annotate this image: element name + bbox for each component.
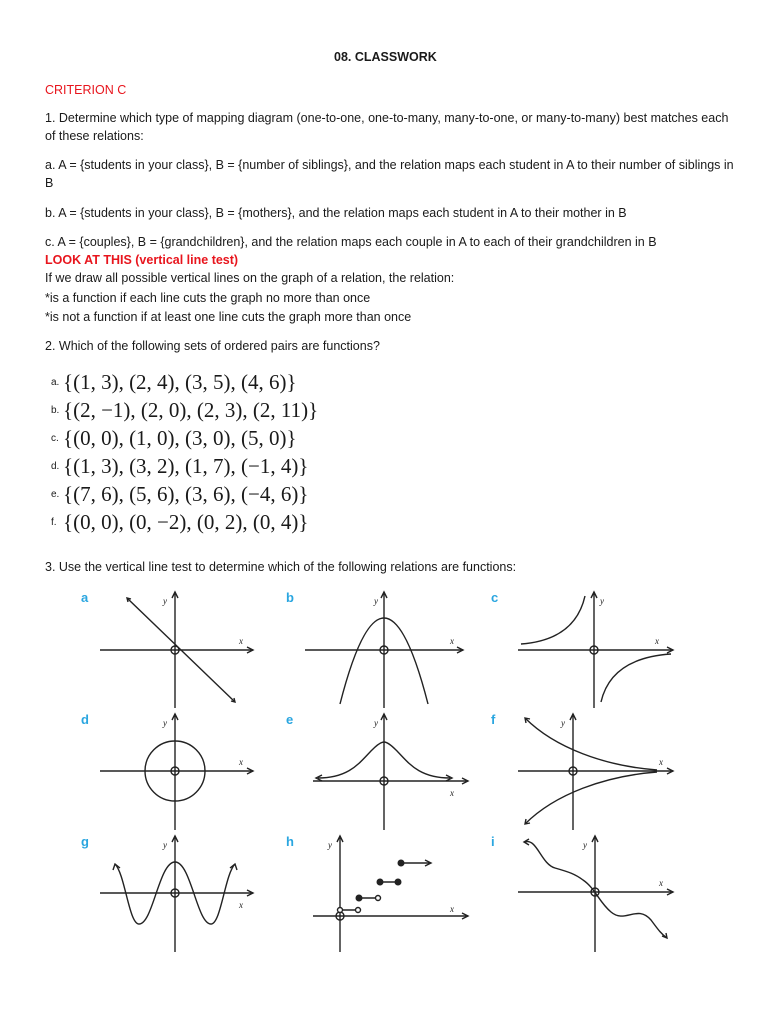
ordered-pair-set <box>51 509 308 535</box>
graph-label-b: b <box>286 590 294 605</box>
axis-label-x: x <box>655 636 659 646</box>
axis-label-x: x <box>659 878 663 888</box>
q2-prompt: 2. Which of the following sets of ordered pairs are functions? <box>45 339 380 353</box>
axis-label-x: x <box>450 904 454 914</box>
note-line-3: *is not a function if at least one line cuts the graph more than once <box>45 310 412 324</box>
q1-part-c: c. A = {couples}, B = {grandchildren}, and the relation maps each couple in A to each of their grandchildren in B <box>45 235 657 249</box>
graph-label-c: c <box>491 590 499 605</box>
graph-label-e: e <box>286 712 294 727</box>
axis-label-x: x <box>239 900 243 910</box>
graph-label-g: g <box>81 834 89 849</box>
note-line-1: If we draw all possible vertical lines on the graph of a relation, the relation: <box>45 271 455 285</box>
set-expression: {(1, 3), (3, 2), (1, 7), (−1, 4)} <box>63 453 309 478</box>
graph-label-d: d <box>81 712 89 727</box>
set-letter: e. <box>51 488 60 500</box>
set-letter: d. <box>51 460 60 472</box>
ordered-pair-set <box>51 397 318 423</box>
set-expression: {(0, 0), (0, −2), (0, 2), (0, 4)} <box>63 509 309 534</box>
axis-label-x: x <box>239 757 243 767</box>
graph-f-sideways-curve <box>515 712 675 832</box>
set-letter: b. <box>51 404 60 416</box>
axis-label-y: y <box>374 596 378 606</box>
graph-label-h: h <box>286 834 294 849</box>
graph-label-a: a <box>81 590 89 605</box>
graph-a-line <box>95 590 255 710</box>
q3-prompt: 3. Use the vertical line test to determine which of the following relations are functions: <box>45 560 517 574</box>
q1-part-b: b. A = {students in your class}, B = {mothers}, and the relation maps each student in A to their mother in B <box>45 206 627 220</box>
ordered-pair-set <box>51 453 308 479</box>
graph-e-bell-curve <box>310 712 470 832</box>
axis-label-y: y <box>163 840 167 850</box>
axis-label-x: x <box>239 636 243 646</box>
axis-label-x: x <box>450 636 454 646</box>
graph-b-parabola <box>300 590 465 710</box>
axis-label-x: x <box>450 788 454 798</box>
note-line-2: *is a function if each line cuts the graph no more than once <box>45 291 371 305</box>
axis-label-x: x <box>659 757 663 767</box>
graph-h-step-function <box>310 834 470 954</box>
graph-i-wavy-decreasing <box>515 834 675 954</box>
graph-d-circle <box>95 712 255 832</box>
set-letter: f. <box>51 516 57 528</box>
axis-label-y: y <box>561 718 565 728</box>
axis-label-y: y <box>374 718 378 728</box>
axis-label-y: y <box>328 840 332 850</box>
set-expression: {(1, 3), (2, 4), (3, 5), (4, 6)} <box>63 369 297 394</box>
set-expression: {(2, −1), (2, 0), (2, 3), (2, 11)} <box>63 397 319 422</box>
set-expression: {(0, 0), (1, 0), (3, 0), (5, 0)} <box>63 425 297 450</box>
axis-label-y: y <box>600 596 604 606</box>
graph-label-i: i <box>491 834 495 849</box>
q1-part-a: a. A = {students in your class}, B = {number of siblings}, and the relation maps each student in A to their number of siblings in B <box>45 158 734 190</box>
graph-g-wave <box>95 834 255 954</box>
axis-label-y: y <box>583 840 587 850</box>
axis-label-y: y <box>163 596 167 606</box>
graph-c-hyperbola <box>515 590 675 710</box>
ordered-pair-set <box>51 481 308 507</box>
note-heading: LOOK AT THIS (vertical line test) <box>45 253 239 267</box>
ordered-pair-set <box>51 369 297 395</box>
ordered-pair-set <box>51 425 297 451</box>
q1-prompt: 1. Determine which type of mapping diagram (one-to-one, one-to-many, many-to-one, or many-to-many) best matches each of these relations: <box>45 111 729 143</box>
criterion-heading: CRITERION C <box>45 83 127 97</box>
axis-label-y: y <box>163 718 167 728</box>
set-letter: a. <box>51 376 60 388</box>
graph-label-f: f <box>491 712 496 727</box>
set-expression: {(7, 6), (5, 6), (3, 6), (−4, 6)} <box>63 481 309 506</box>
set-letter: c. <box>51 432 59 444</box>
page-title: 08. CLASSWORK <box>334 50 437 64</box>
